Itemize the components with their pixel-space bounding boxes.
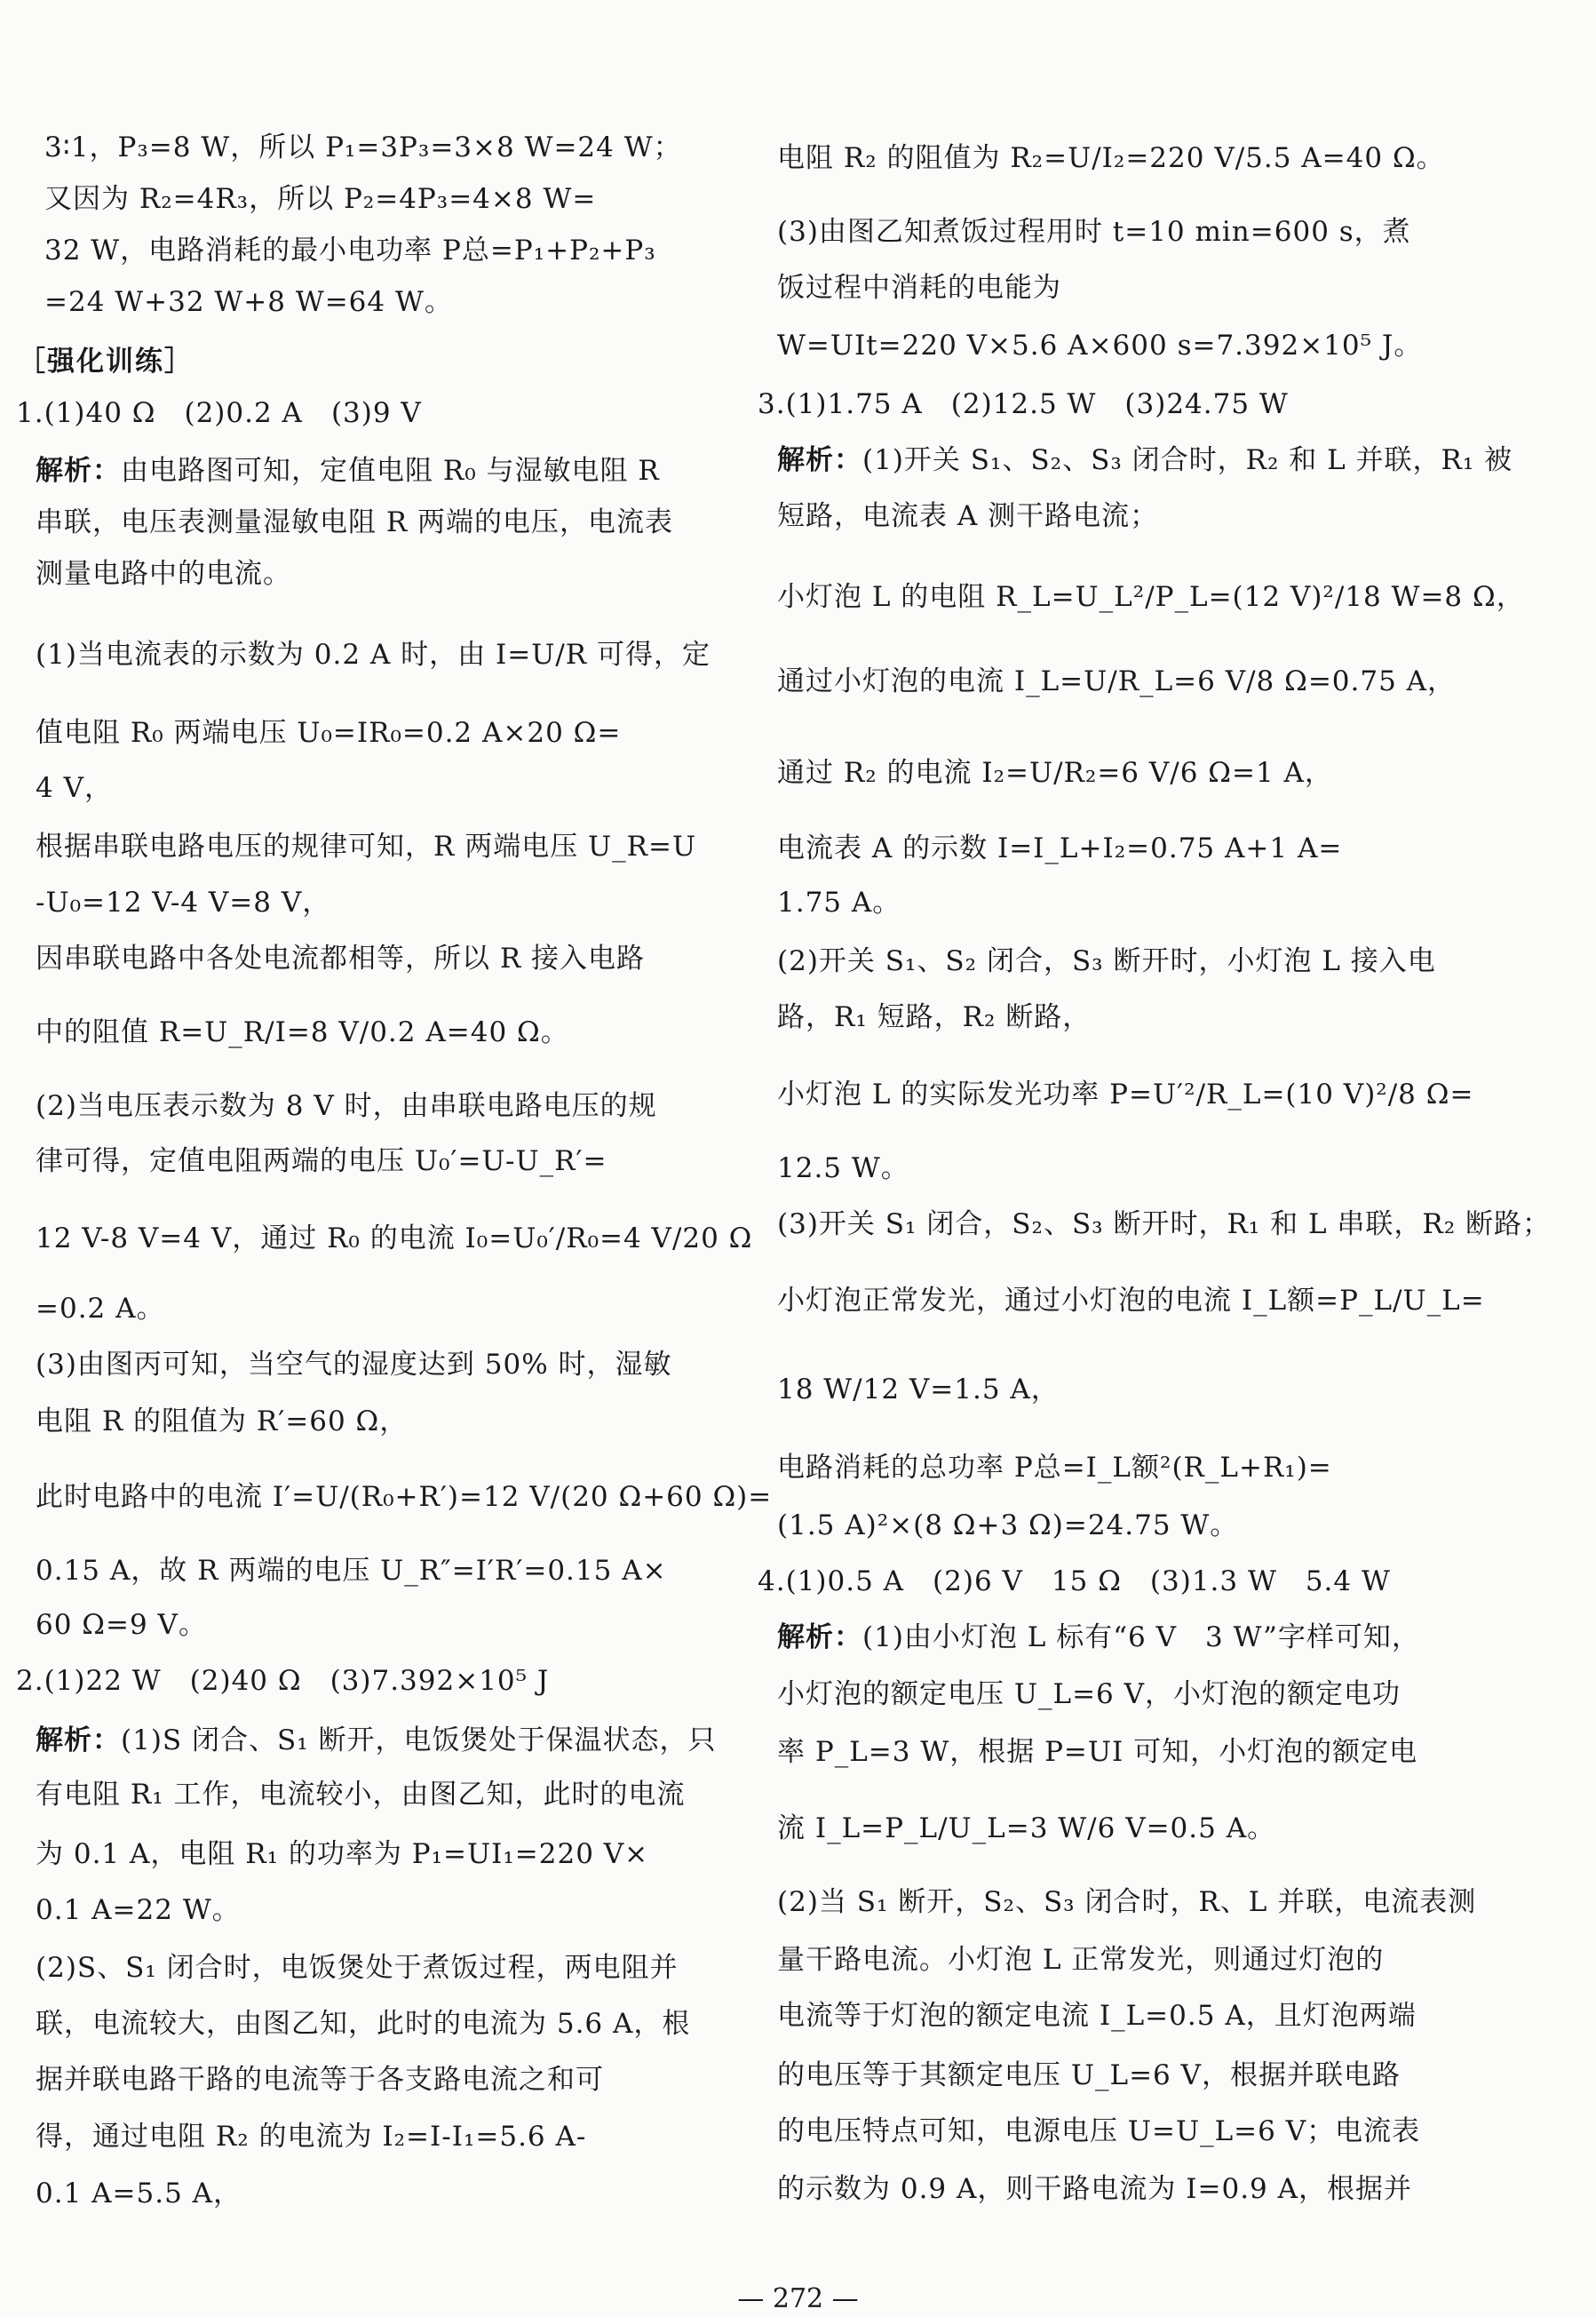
answer-line: 1.(1)40 Ω (2)0.2 A (3)9 V <box>16 396 422 429</box>
text-line: 0.1 A=22 W。 <box>36 1893 241 1926</box>
text-line: 4 V， <box>36 771 113 804</box>
text-line: 通过小灯泡的电流 I_L=U/R_L=6 V/8 Ω=0.75 A， <box>777 665 1457 697</box>
text-line: 测量电路中的电流。 <box>36 557 291 590</box>
text-line: W=UIt=220 V×5.6 A×600 s=7.392×10⁵ J。 <box>777 329 1423 362</box>
text-line: 据并联电路干路的电流等于各支路电流之和可 <box>36 2063 604 2096</box>
text-line: -U₀=12 V-4 V=8 V， <box>36 887 331 919</box>
text-line: 电阻 R 的阻值为 R′=60 Ω， <box>36 1405 409 1438</box>
text-line: 0.15 A，故 R 两端的电压 U_R″=I′R′=0.15 A× <box>36 1554 667 1587</box>
text-line: 此时电路中的电流 I′=U/(R₀+R′)=12 V/(20 Ω+60 Ω)= <box>36 1480 773 1513</box>
text-line: 短路，电流表 A 测干路电流； <box>777 500 1159 533</box>
text-line: 32 W，电路消耗的最小电功率 P总=P₁+P₂+P₃ <box>44 235 656 267</box>
text-line: 值电阻 R₀ 两端电压 U₀=IR₀=0.2 A×20 Ω= <box>36 717 622 750</box>
text-line: 律可得，定值电阻两端的电压 U₀′=U-U_R′= <box>36 1144 607 1177</box>
text-line: 小灯泡 L 的电阻 R_L=U_L²/P_L=(12 V)²/18 W=8 Ω， <box>777 581 1525 614</box>
text-line: 12 V-8 V=4 V，通过 R₀ 的电流 I₀=U₀′/R₀=4 V/20 Ω <box>36 1222 753 1255</box>
text-line: 电流表 A 的示数 I=I_L+I₂=0.75 A+1 A= <box>777 832 1343 864</box>
text-line: 量干路电流。小灯泡 L 正常发光，则通过灯泡的 <box>777 1944 1385 1977</box>
text-line: 又因为 R₂=4R₃，所以 P₂=4P₃=4×8 W= <box>44 183 597 216</box>
text-line: 因串联电路中各处电流都相等，所以 R 接入电路 <box>36 943 646 975</box>
text-line: 率 P_L=3 W，根据 P=UI 可知，小灯泡的额定电 <box>777 1736 1418 1769</box>
section-heading: ［强化训练］ <box>18 345 194 378</box>
text-line: 通过 R₂ 的电流 I₂=U/R₂=6 V/6 Ω=1 A， <box>777 756 1333 789</box>
text-line: 18 W/12 V=1.5 A， <box>777 1373 1060 1405</box>
text-line: (2)当 S₁ 断开，S₂、S₃ 闭合时，R、L 并联，电流表测 <box>777 1886 1477 1919</box>
text-line: 电阻 R₂ 的阻值为 R₂=U/I₂=220 V/5.5 A=40 Ω。 <box>777 141 1445 174</box>
text-line: 有电阻 R₁ 工作，电流较小，由图乙知，此时的电流 <box>36 1779 686 1811</box>
text-line: (1.5 A)²×(8 Ω+3 Ω)=24.75 W。 <box>777 1509 1239 1541</box>
text-line: 的示数为 0.9 A，则干路电流为 I=0.9 A，根据并 <box>777 2172 1413 2205</box>
text-line: 60 Ω=9 V。 <box>36 1609 207 1642</box>
text-line: 1.75 A。 <box>777 887 901 919</box>
text-line: (1)当电流表的示数为 0.2 A 时，由 I=U/R 可得，定 <box>36 639 711 672</box>
analysis-line: 解析：(1)开关 S₁、S₂、S₃ 闭合时，R₂ 和 L 并联，R₁ 被 <box>777 444 1513 476</box>
answer-line: 2.(1)22 W (2)40 Ω (3)7.392×10⁵ J <box>16 1665 550 1698</box>
text-line: 流 I_L=P_L/U_L=3 W/6 V=0.5 A。 <box>777 1812 1276 1845</box>
text-line: 12.5 W。 <box>777 1151 909 1184</box>
text-line: (3)由图丙可知，当空气的湿度达到 50% 时，湿敏 <box>36 1348 672 1381</box>
text-line: 电流等于灯泡的额定电流 I_L=0.5 A，且灯泡两端 <box>777 2000 1417 2033</box>
text-line: 中的阻值 R=U_R/I=8 V/0.2 A=40 Ω。 <box>36 1016 569 1049</box>
text-line: =0.2 A。 <box>36 1292 165 1325</box>
answer-line: 3.(1)1.75 A (2)12.5 W (3)24.75 W <box>758 387 1289 420</box>
text-line: 得，通过电阻 R₂ 的电流为 I₂=I-I₁=5.6 A- <box>36 2121 587 2154</box>
text-line: 小灯泡 L 的实际发光功率 P=U′²/R_L=(10 V)²/8 Ω= <box>777 1078 1474 1111</box>
text-line: 小灯泡的额定电压 U_L=6 V，小灯泡的额定电功 <box>777 1678 1401 1711</box>
text-line: (2)开关 S₁、S₂ 闭合，S₃ 断开时，小灯泡 L 接入电 <box>777 945 1436 978</box>
answer-line: 4.(1)0.5 A (2)6 V 15 Ω (3)1.3 W 5.4 W <box>758 1565 1391 1597</box>
text-line: 为 0.1 A，电阻 R₁ 的功率为 P₁=UI₁=220 V× <box>36 1837 649 1870</box>
text-line: (3)开关 S₁ 闭合，S₂、S₃ 断开时，R₁ 和 L 串联，R₂ 断路； <box>777 1207 1552 1240</box>
analysis-line: 解析：(1)S 闭合、S₁ 断开，电饭煲处于保温状态，只 <box>36 1724 717 1756</box>
text-line: 小灯泡正常发光，通过小灯泡的电流 I_L额=P_L/U_L= <box>777 1285 1485 1318</box>
analysis-line: 解析：由电路图可知，定值电阻 R₀ 与湿敏电阻 R <box>36 454 660 487</box>
text-line: 根据串联电路电压的规律可知，R 两端电压 U_R=U <box>36 830 697 863</box>
text-line: (2)当电压表示数为 8 V 时，由串联电路电压的规 <box>36 1090 657 1123</box>
text-line: 0.1 A=5.5 A， <box>36 2177 242 2210</box>
text-line: =24 W+32 W+8 W=64 W。 <box>44 286 453 319</box>
text-line: (2)S、S₁ 闭合时，电饭煲处于煮饭过程，两电阻并 <box>36 1951 679 1984</box>
text-line: (3)由图乙知煮饭过程用时 t=10 min=600 s，煮 <box>777 215 1411 248</box>
text-line: 3∶1，P₃=8 W，所以 P₁=3P₃=3×8 W=24 W； <box>44 131 682 164</box>
text-line: 的电压特点可知，电源电压 U=U_L=6 V；电流表 <box>777 2114 1421 2147</box>
text-line: 串联，电压表测量湿敏电阻 R 两端的电压，电流表 <box>36 506 674 538</box>
text-line: 联，电流较大，由图乙知，此时的电流为 5.6 A，根 <box>36 2007 691 2040</box>
analysis-line: 解析：(1)由小灯泡 L 标有“6 V 3 W”字样可知， <box>777 1620 1420 1653</box>
text-line: 饭过程中消耗的电能为 <box>777 271 1061 304</box>
text-line: 路，R₁ 短路，R₂ 断路， <box>777 1001 1092 1034</box>
text-line: 的电压等于其额定电压 U_L=6 V，根据并联电路 <box>777 2058 1401 2091</box>
text-line: 电路消耗的总功率 P总=I_L额²(R_L+R₁)= <box>777 1451 1332 1484</box>
page-number: — 272 — <box>737 2283 859 2314</box>
